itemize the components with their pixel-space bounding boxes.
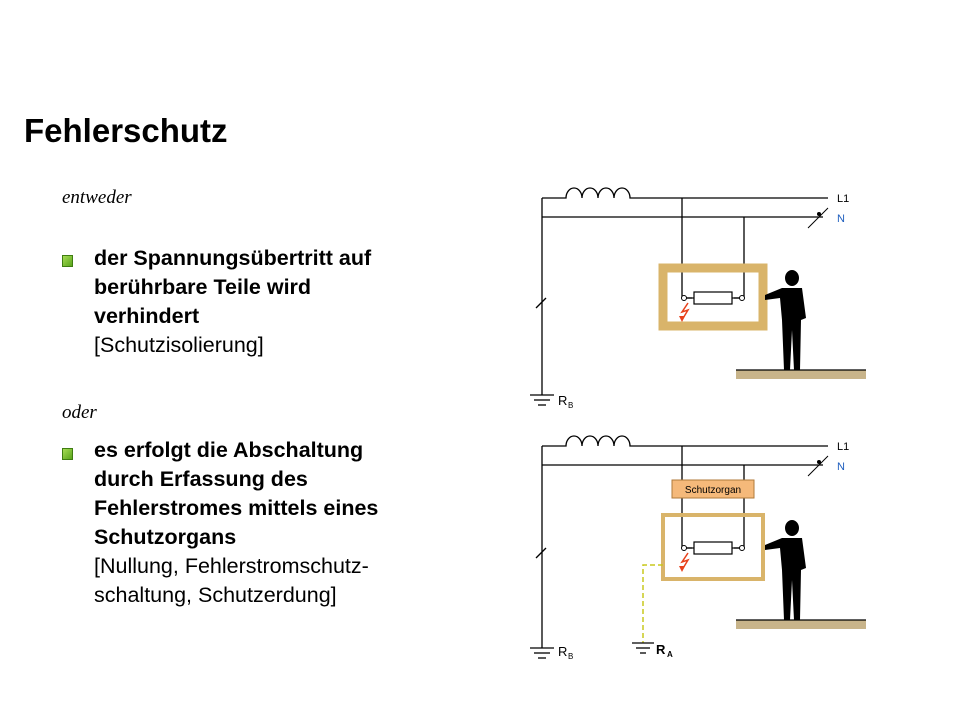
label-l1: L1 — [837, 441, 850, 453]
label-ra: R — [656, 642, 666, 657]
page-title: Fehlerschutz — [24, 112, 228, 149]
diagram-protective-insulation — [528, 170, 868, 420]
bullet-marker — [62, 448, 73, 460]
label-rb-sub: B — [568, 401, 574, 410]
label-either: entweder — [62, 187, 132, 208]
bullet-item-1 — [62, 244, 472, 360]
bullet-marker — [62, 255, 73, 267]
transformer-coil — [542, 436, 828, 446]
person-silhouette — [765, 520, 806, 620]
person-silhouette — [765, 270, 806, 370]
bullet-item-2 — [62, 436, 472, 610]
transformer-coil — [542, 188, 828, 198]
label-n: N — [837, 213, 845, 225]
diagram-protective-device — [528, 418, 868, 668]
label-rb: R — [558, 644, 568, 659]
protective-device-label: Schutzorgan — [684, 485, 742, 496]
load-resistor — [694, 292, 732, 304]
bullet-2-text: es erfolgt die Abschaltung durch Erfassung des Fehlerstromes mittels eines Schutzorgans — [94, 438, 379, 549]
label-l1: L1 — [837, 193, 850, 205]
label-n: N — [837, 461, 845, 473]
label-rb: R — [558, 393, 568, 408]
bullet-1-text: der Spannungsübertritt auf berührbare Teile wird verhindert — [94, 246, 372, 328]
protective-earth-line — [643, 565, 663, 643]
floor — [736, 620, 866, 629]
bullet-2-note: [Nullung, Fehlerstromschutz- schaltung, Schutzerdung] — [94, 554, 369, 607]
load-resistor — [694, 542, 732, 554]
bullet-1-note: [Schutzisolierung] — [94, 333, 264, 357]
label-rb-sub: B — [568, 652, 574, 661]
label-or: oder — [62, 402, 97, 423]
label-ra-sub: A — [667, 650, 673, 659]
floor — [736, 370, 866, 379]
